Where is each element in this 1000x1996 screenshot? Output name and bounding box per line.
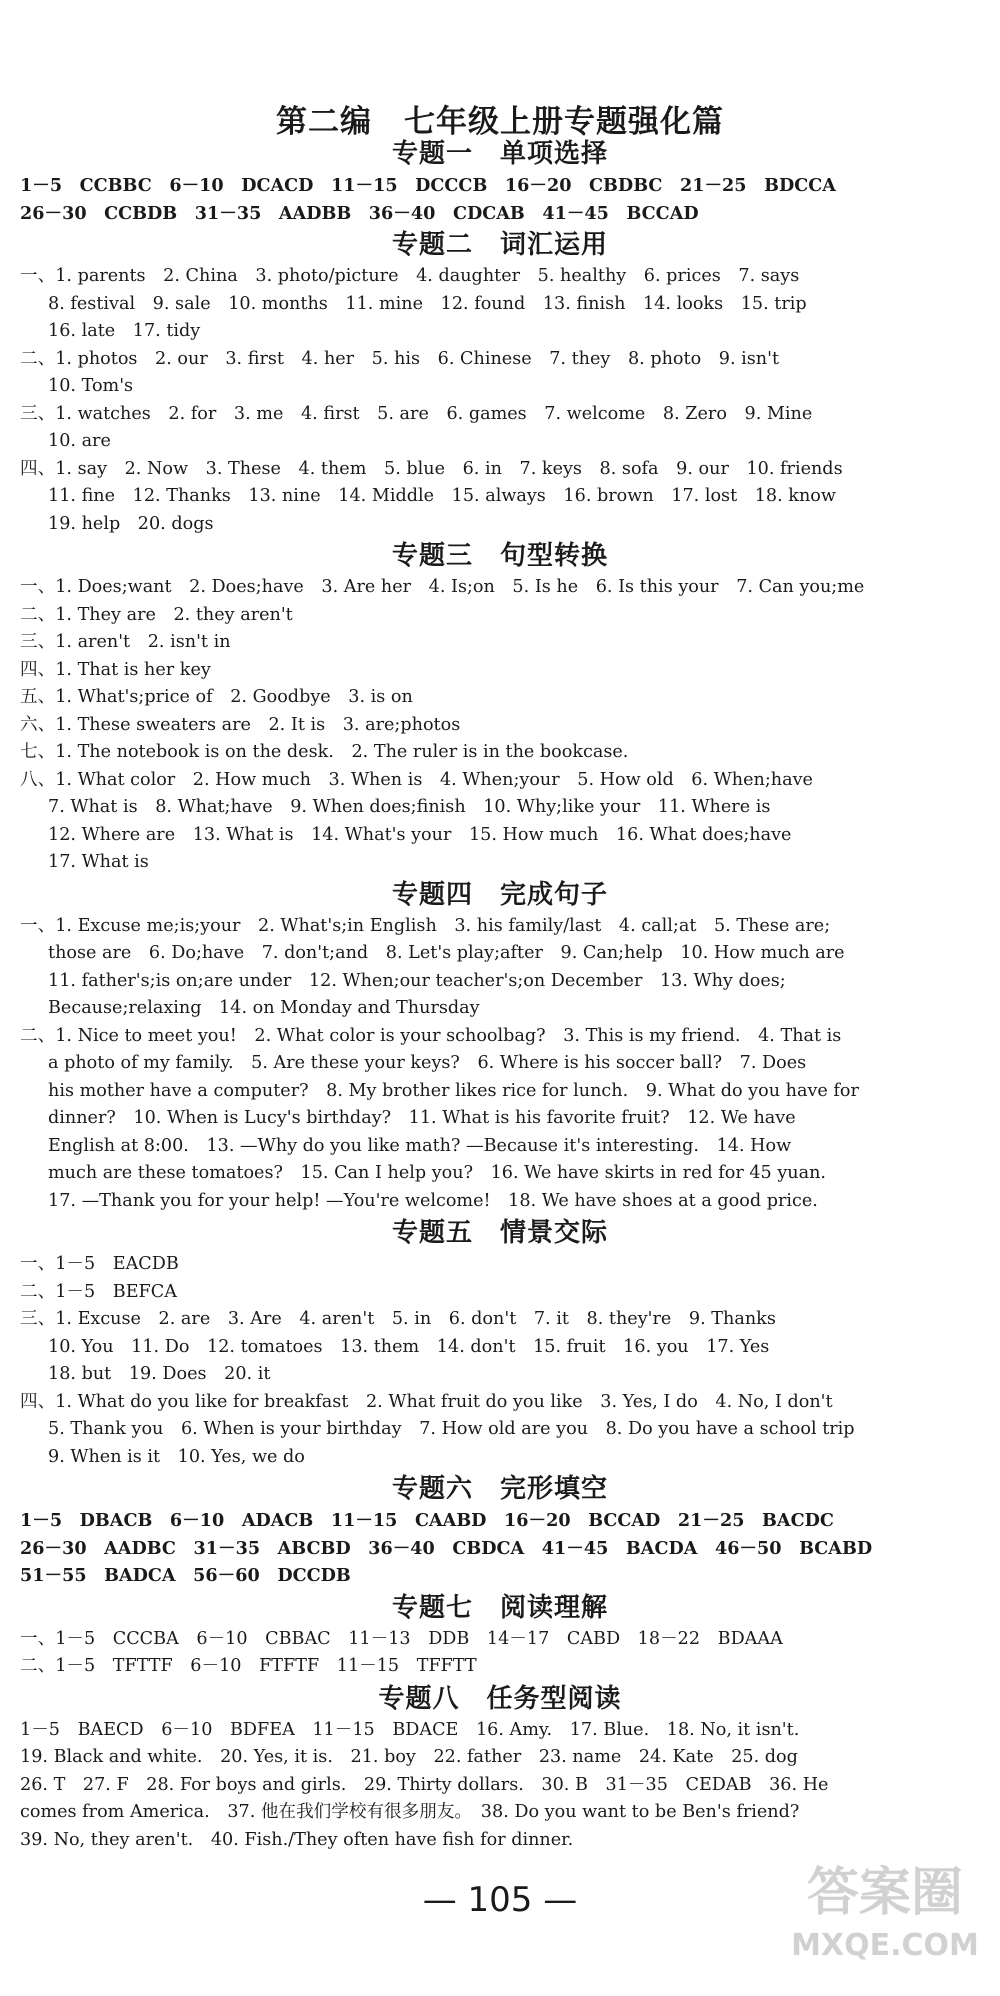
section-block [20,1590,980,1681]
watermark-logo [780,1858,990,1988]
answer-line: 四、1. What do you like for breakfast 2. What fruit do you like 3. Yes, I do 4. No, I don't [20,1391,833,1412]
answer-line: a photo of my family. 5. Are these your keys? 6. Where is his soccer ball? 7. Does [48,1053,807,1073]
answer-line: 16. late 17. tidy [48,321,201,341]
answer-line: 一、1－5 EACDB [20,1254,179,1274]
answer-line: his mother have a computer? 8. My brother likes rice for lunch. 9. What do you have for [48,1080,859,1101]
answer-line: 六、1. These sweaters are 2. It is 3. are;photos [20,714,461,735]
answer-line: 11. fine 12. Thanks 13. nine 14. Middle 15. always 16. brown 17. lost 18. know [48,486,836,506]
answer-line: 五、1. What's;price of 2. Goodbye 3. is on [20,687,413,707]
answer-line: 11. father's;is on;are under 12. When;our teacher's;on December 13. Why does; [48,970,786,991]
answer-line: 三、1. Excuse 2. are 3. Are 4. aren't 5. in 6. don't 7. it 8. they're 9. Thanks [20,1309,776,1329]
answer-line: 9. When is it 10. Yes, we do [48,1446,305,1467]
answer-line: 17. What is [48,852,149,872]
answer-line: 10. Tom's [48,376,134,396]
answer-line: much are these tomatoes? 15. Can I help you? 16. We have skirts in red for 45 yuan. [48,1163,827,1183]
answer-line: 三、1. watches 2. for 3. me 4. first 5. are 6. games 7. welcome 8. Zero 9. Mine [20,403,813,424]
answer-line: 二、1. Nice to meet you! 2. What color is your schoolbag? 3. This is my friend. 4. That is [20,1025,842,1046]
answer-line: dinner? 10. When is Lucy's birthday? 11. What is his favorite fruit? 12. We have [48,1108,796,1128]
section-title: 专题六 完形填空 [391,1474,608,1504]
answer-line: 四、1. say 2. Now 3. These 4. them 5. blue 6. in 7. keys 8. sofa 9. our 10. friends [20,458,843,479]
section-title: 专题二 词汇运用 [391,230,608,260]
answer-line: 19. help 20. dogs [48,513,214,534]
answer-line: 26－30 CCBDB 31－35 AADBB 36－40 CDCAB 41－45 BCCAD [20,202,699,224]
answer-line: 一、1. parents 2. China 3. photo/picture 4. daughter 5. healthy 6. prices 7. says [20,266,800,286]
answer-line: 19. Black and white. 20. Yes, it is. 21. boy 22. father 23. name 24. Kate 25. dog [20,1747,798,1767]
answer-line: English at 8:00. 13. —Why do you like math? —Because it's interesting. 14. How [48,1135,792,1156]
answer-line: 三、1. aren't 2. isn't in [20,632,231,652]
answer-line: comes from America. 37. 他在我们学校有很多朋友。 38. Do you want to be Ben's friend? [20,1802,800,1822]
answer-line: 1－5 CCBBC 6－10 DCACD 11－15 DCCCB 16－20 CBDBC 21－25 BDCCA [20,175,836,196]
section-block [20,538,980,877]
answer-line: 二、1－5 BEFCA [20,1281,177,1302]
watermark-bottom-text: MXQE.COM [791,1928,979,1963]
section-title: 专题三 句型转换 [391,541,608,571]
answer-line: 四、1. That is her key [20,659,211,680]
answer-line: 5. Thank you 6. When is your birthday 7. How old are you 8. Do you have a school trip [48,1419,855,1439]
section-block [20,877,980,1216]
section-title: 专题一 单项选择 [391,139,608,169]
answer-line: 1－5 BAECD 6－10 BDFEA 11－15 BDACE 16. Amy. 17. Blue. 18. No, it isn't. [20,1719,800,1740]
answer-line: 二、1. photos 2. our 3. first 4. her 5. his 6. Chinese 7. they 8. photo 9. isn't [20,348,780,369]
section-block [20,227,980,538]
answer-line: 10. You 11. Do 12. tomatoes 13. them 14. don't 15. fruit 16. you 17. Yes [48,1336,770,1357]
answer-line: 二、1－5 TFTTF 6－10 FTFTF 11－15 TFFTT [20,1656,477,1676]
answer-line: 18. but 19. Does 20. it [48,1364,271,1384]
answer-line: 8. festival 9. sale 10. months 11. mine 12. found 13. finish 14. looks 15. trip [48,293,807,314]
section-block [20,1681,980,1855]
answer-line: 26－30 AADBC 31－35 ABCBD 36－40 CBDCA 41－45 BACDA 46－50 BCABD [20,1537,873,1559]
answer-line: 一、1－5 CCCBA 6－10 CBBAC 11－13 DDB 14－17 CABD 18－22 BDAAA [20,1628,783,1649]
answer-line: Because;relaxing 14. on Monday and Thursday [48,998,480,1018]
answer-line: 7. What is 8. What;have 9. When does;finish 10. Why;like your 11. Where is [48,797,771,817]
answer-line: 12. Where are 13. What is 14. What's your 15. How much 16. What does;have [48,824,792,845]
answer-line: 17. —Thank you for your help! —You're welcome! 18. We have shoes at a good price. [48,1190,818,1211]
section-title: 专题四 完成句子 [391,879,608,910]
section-title: 专题八 任务型阅读 [378,1683,622,1714]
answer-line: 二、1. They are 2. they aren't [20,604,293,625]
page-title: 第二编 七年级上册专题强化篇 [276,104,724,140]
section-title: 专题七 阅读理解 [391,1592,608,1623]
section-block [20,1215,980,1471]
answer-line: 一、1. Does;want 2. Does;have 3. Are her 4. Is;on 5. Is he 6. Is this your 7. Can you;me [20,577,865,597]
answer-line: 51－55 BADCA 56－60 DCCDB [20,1565,351,1586]
page-number: — 105 — [422,1880,578,1920]
answer-line: those are 6. Do;have 7. don't;and 8. Let's play;after 9. Can;help 10. How much are [48,943,845,963]
answer-line: 七、1. The notebook is on the desk. 2. The ruler is in the bookcase. [20,742,629,762]
answer-line: 八、1. What color 2. How much 3. When is 4. When;your 5. How old 6. When;have [20,769,813,790]
answer-content [20,136,980,1854]
answer-line: 1－5 DBACB 6－10 ADACB 11－15 CAABD 16－20 BCCAD 21－25 BACDC [20,1510,834,1531]
section-block [20,1471,980,1590]
section-block [20,136,980,227]
watermark-top-text: 答案圈 [806,1863,963,1923]
answer-line: 10. are [48,431,111,451]
answer-line: 26. T 27. F 28. For boys and girls. 29. Thirty dollars. 30. B 31－35 CEDAB 36. He [20,1774,829,1795]
answer-line: 39. No, they aren't. 40. Fish./They often have fish for dinner. [20,1829,574,1850]
section-title: 专题五 情景交际 [391,1218,608,1248]
answer-line: 一、1. Excuse me;is;your 2. What's;in English 3. his family/last 4. call;at 5. These are; [20,915,831,936]
